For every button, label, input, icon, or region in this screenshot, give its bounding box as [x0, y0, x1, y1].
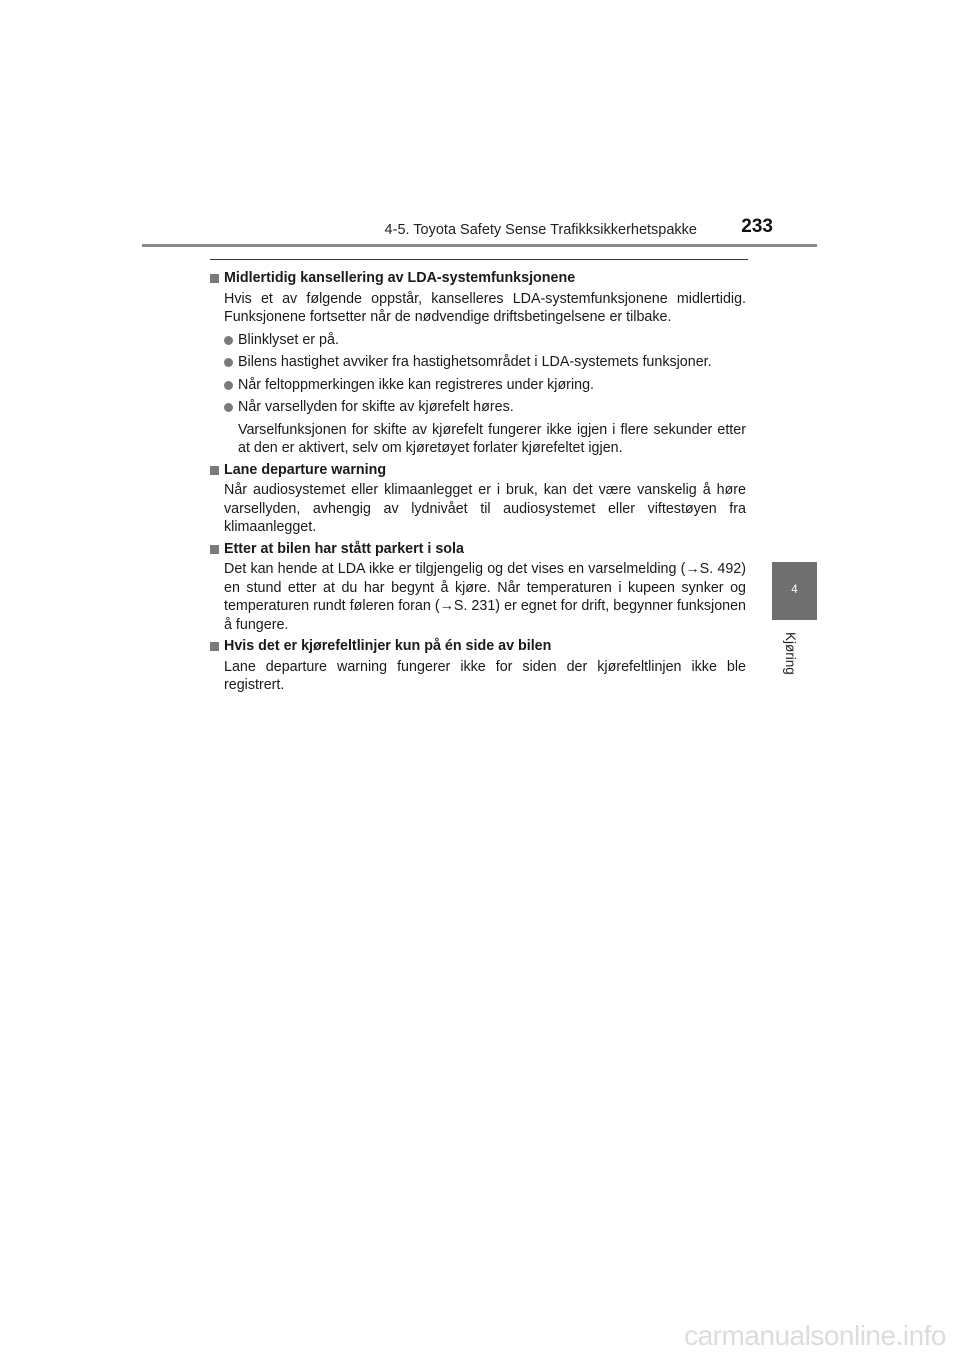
circle-bullet-icon: [224, 336, 233, 345]
list-item: [210, 398, 746, 417]
list-item: [210, 353, 746, 372]
section-heading: [210, 637, 746, 656]
section-paragraph: Det kan hende at LDA ikke er tilgjengelig og det vises en varselmelding (→S. 492) en stund etter at du har begynt å kjøre. Når temperaturen i kupeen synker og temperaturen rundt føleren foran (→S. 231) er egnet for drift, begynner funksjonen å fungere.: [224, 561, 746, 633]
section-heading-text: Etter at bilen har stått parkert i sola: [224, 540, 464, 557]
section-heading: [210, 540, 746, 559]
circle-bullet-icon: [224, 381, 233, 390]
list-item: [210, 331, 746, 350]
square-bullet-icon: [210, 642, 219, 651]
chapter-number: 4: [791, 584, 798, 596]
list-item-text: Blinklyset er på.: [238, 331, 339, 348]
chapter-tab: [772, 562, 817, 620]
section-heading: [210, 269, 746, 288]
page-header: [142, 214, 817, 246]
square-bullet-icon: [210, 274, 219, 283]
section-heading-text: Lane departure warning: [224, 461, 387, 478]
section-heading: [210, 461, 746, 480]
circle-bullet-icon: [224, 403, 233, 412]
section-paragraph: Lane departure warning fungerer ikke for siden der kjørefeltlinjen ikke ble registrert.: [224, 658, 746, 693]
list-item-text: Når feltoppmerkingen ikke kan registreres under kjøring.: [238, 376, 594, 393]
section-heading-text: Hvis det er kjørefeltlinjer kun på én side av bilen: [224, 638, 552, 654]
list-item-text: Bilens hastighet avviker fra hastighetsområdet i LDA-systemets funksjoner.: [238, 354, 712, 370]
header-section-title: 4-5. Toyota Safety Sense Trafikksikkerhetspakke: [384, 222, 697, 238]
chapter-label: Kjøring: [783, 632, 798, 675]
section-heading-text: Midlertidig kansellering av LDA-systemfunksjonene: [224, 270, 576, 286]
section-paragraph: Hvis et av følgende oppstår, kanselleres LDA-systemfunksjonene midlertidig. Funksjonene fortsetter når de nødvendige driftsbetingelsene er tilbake.: [224, 290, 746, 325]
circle-bullet-icon: [224, 358, 233, 367]
content-top-divider: [210, 259, 748, 260]
list-item: [210, 376, 746, 395]
page-content: [210, 266, 746, 698]
square-bullet-icon: [210, 545, 219, 554]
list-item-text: Når varsellyden for skifte av kjørefelt høres.: [238, 399, 514, 415]
watermark: carmanualsonline.info: [684, 1320, 946, 1351]
square-bullet-icon: [210, 466, 219, 475]
page-number: 233: [741, 216, 773, 237]
header-divider: [142, 244, 817, 247]
list-item-note: Varselfunksjonen for skifte av kjørefelt fungerer ikke igjen i flere sekunder etter at den er aktivert, selv om kjøretøyet forlater kjørefeltet igjen.: [238, 421, 746, 456]
section-paragraph: Når audiosystemet eller klimaanlegget er i bruk, kan det være vanskelig å høre varsellyden, avhengig av lydnivået til audiosystemet eller viftestøyen fra klimaanlegget.: [224, 482, 746, 535]
